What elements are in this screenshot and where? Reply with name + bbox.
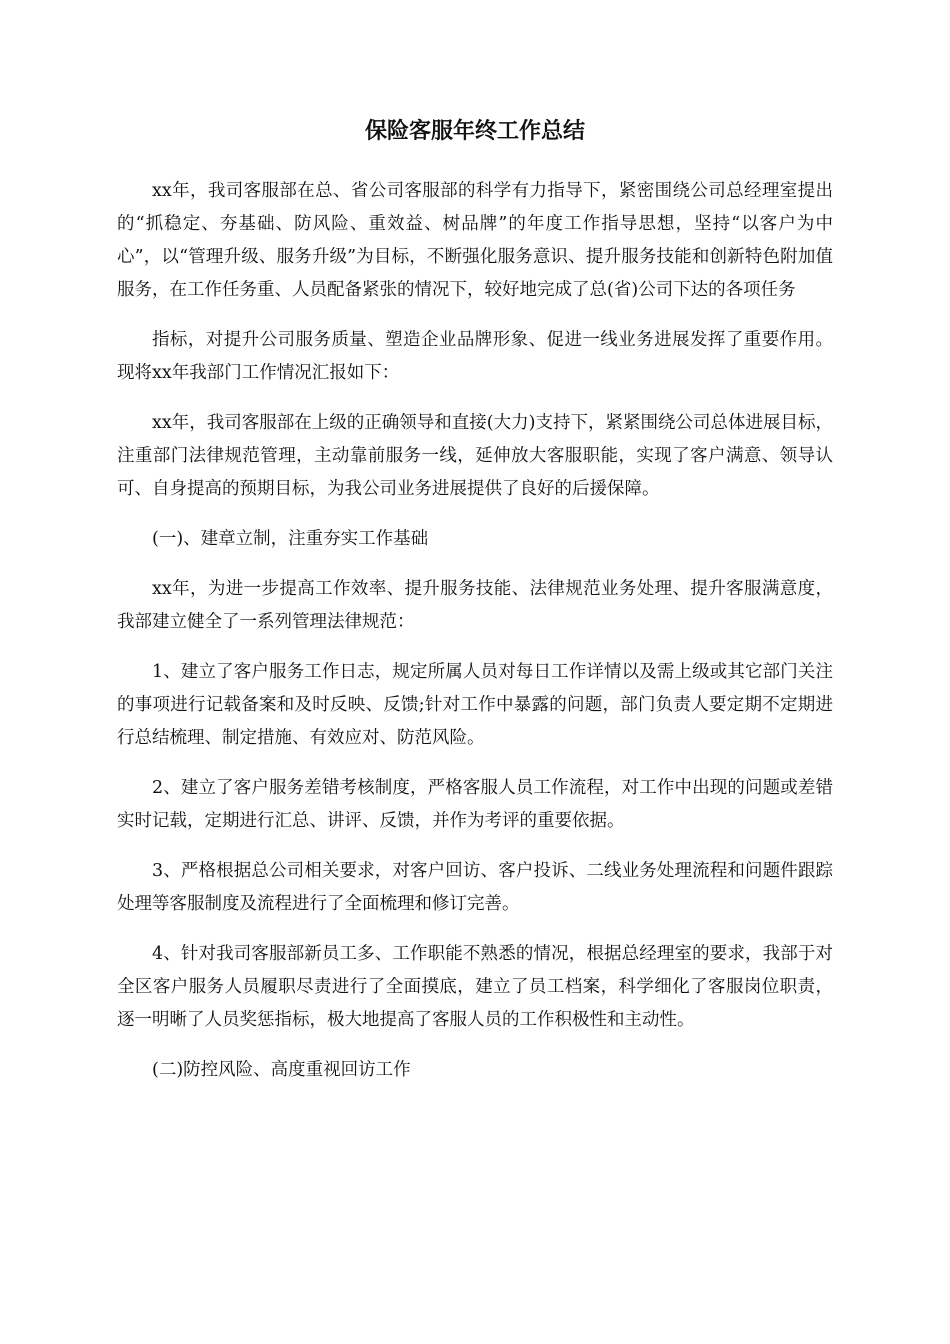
paragraph-regulations: xx年，为进一步提高工作效率、提升服务技能、法律规范业务处理、提升客服满意度，我部建立健全了一系列管理法律规范： bbox=[117, 579, 833, 632]
list-item-4: 4、针对我司客服部新员工多、工作职能不熟悉的情况，根据总经理室的要求，我部于对全区客户服务人员履职尽责进行了全面摸底，建立了员工档案，科学细化了客服岗位职责，逐一明晰了人员奖惩指标，极大地提高了客服人员的工作积极性和主动性。 bbox=[117, 944, 833, 1030]
section-heading-1: (一)、建章立制，注重夯实工作基础 bbox=[152, 529, 429, 549]
list-item-3: 3、严格根据总公司相关要求，对客户回访、客户投诉、二线业务处理流程和问题件跟踪处理等客服制度及流程进行了全面梳理和修订完善。 bbox=[117, 861, 833, 914]
document-body bbox=[117, 175, 833, 1104]
document-title: 保险客服年终工作总结 bbox=[364, 118, 585, 144]
paragraph-indicators: 指标，对提升公司服务质量、塑造企业品牌形象、促进一线业务进展发挥了重要作用。现将xx年我部门工作情况汇报如下： bbox=[117, 330, 833, 383]
list-item-2: 2、建立了客户服务差错考核制度，严格客服人员工作流程，对工作中出现的问题或差错实时记载，定期进行汇总、讲评、反馈，并作为考评的重要依据。 bbox=[117, 778, 833, 831]
list-item-1: 1、建立了客户服务工作日志，规定所属人员对每日工作详情以及需上级或其它部门关注的事项进行记载备案和及时反映、反馈;针对工作中暴露的问题，部门负责人要定期不定期进行总结梳理、制定措施、有效应对、防范风险。 bbox=[117, 662, 833, 748]
paragraph-overview: xx年，我司客服部在上级的正确领导和直接(大力)支持下，紧紧围绕公司总体进展目标，注重部门法律规范管理，主动靠前服务一线，延伸放大客服职能，实现了客户满意、领导认可、自身提高的预期目标，为我公司业务进展提供了良好的后援保障。 bbox=[117, 413, 833, 499]
section-heading-2: (二)防控风险、高度重视回访工作 bbox=[152, 1060, 411, 1080]
paragraph-intro: xx年，我司客服部在总、省公司客服部的科学有力指导下，紧密围绕公司总经理室提出的“抓稳定、夯基础、防风险、重效益、树品牌”的年度工作指导思想，坚持“以客户为中心”，以“管理升级、服务升级”为目标，不断强化服务意识、提升服务技能和创新特色附加值服务，在工作任务重、人员配备紧张的情况下，较好地完成了总(省)公司下达的各项任务 bbox=[117, 181, 833, 300]
